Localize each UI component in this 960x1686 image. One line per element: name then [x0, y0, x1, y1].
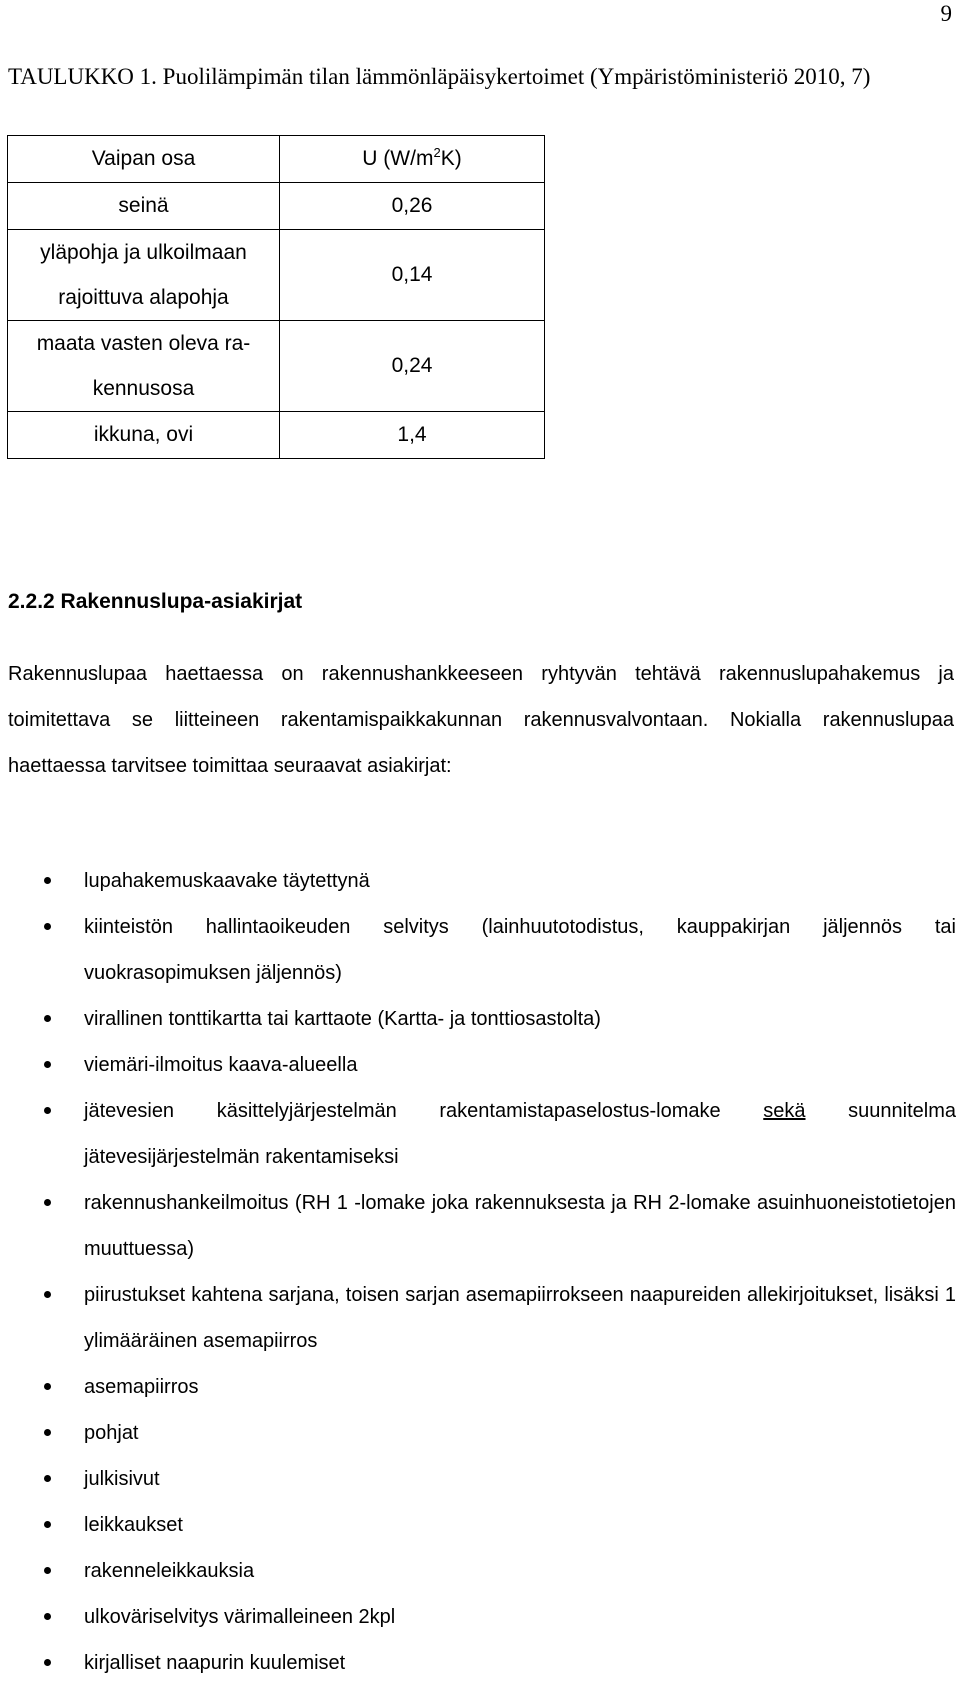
table-cell-value: 0,14: [280, 230, 545, 321]
bullet-icon: [44, 1015, 51, 1022]
table-row: [8, 230, 545, 321]
page-number: 9: [940, 1, 952, 26]
bullet-icon: [44, 923, 51, 930]
list-item: [0, 1088, 956, 1180]
table-cell-part: [8, 321, 280, 412]
list-item: [0, 1594, 956, 1640]
table-caption: TAULUKKO 1. Puolilämpimän tilan lämmönläpäisykertoimet (Ympäristöministeriö 2010, 7): [8, 64, 871, 89]
bullet-icon: [44, 1199, 51, 1206]
list-item-text: lupahakemuskaavake täytettynä: [84, 870, 370, 892]
list-item: [0, 1364, 956, 1410]
list-item: [0, 904, 956, 996]
table-cell-part: ikkuna, ovi: [8, 412, 280, 459]
table-cell-value: 0,24: [280, 321, 545, 412]
list-item-text: virallinen tonttikartta tai karttaote (Kartta- ja tonttiosastolta): [84, 1008, 601, 1030]
bullet-icon: [44, 1429, 51, 1436]
table-row: [8, 183, 545, 230]
bullet-icon: [44, 1061, 51, 1068]
table-cell-value: 0,26: [280, 183, 545, 230]
header-cell-part: Vaipan osa: [8, 136, 280, 183]
required-documents-list: [0, 858, 956, 1686]
list-item-text: rakenneleikkauksia: [84, 1560, 255, 1582]
underlined-word: sekä: [763, 1100, 806, 1122]
list-item: [0, 1180, 956, 1272]
header-value-sup: 2: [433, 145, 441, 160]
table-cell-part-line: yläpohja ja ulkoilmaan: [40, 241, 247, 264]
list-item: [0, 1502, 956, 1548]
list-item-text: piirustukset kahtena sarjana, toisen sarjan asemapiirrokseen naapureiden allekirjoitukset, lisäksi 1 ylimääräinen asemapiirros: [84, 1284, 956, 1352]
list-item: [0, 1456, 956, 1502]
bullet-icon: [44, 1613, 51, 1620]
body-paragraph: Rakennuslupaa haettaessa on rakennushankkeeseen ryhtyvän tehtävä rakennuslupahakemus ja toimitettava se liitteineen rakentamispaikkakunnan rakennusvalvontaan. Nokialla rakennuslupaa haettaessa tarvitsee toimittaa seuraavat asiakirjat:: [8, 663, 954, 777]
list-item-text: kiinteistön hallintaoikeuden selvitys (lainhuutotodistus, kauppakirjan jäljennös tai vuokrasopimuksen jäljennös): [84, 916, 956, 984]
header-cell-value: [280, 136, 545, 183]
bullet-icon: [44, 1659, 51, 1666]
list-item: [0, 996, 956, 1042]
list-item-text: jätevesien käsittelyjärjestelmän rakentamistapaselostus-lomake: [84, 1100, 764, 1122]
section-heading: 2.2.2 Rakennuslupa-asiakirjat: [8, 590, 303, 613]
list-item: [0, 1640, 956, 1686]
list-item-text: ulkoväriselvitys värimalleineen 2kpl: [84, 1606, 396, 1628]
list-item-text: leikkaukset: [84, 1514, 183, 1536]
header-value-suffix: K): [440, 147, 462, 170]
list-item-text: rakennushankeilmoitus (RH 1 -lomake joka rakennuksesta ja RH 2-lomake asuinhuoneistotietojen muuttuessa): [84, 1192, 956, 1260]
bullet-icon: [44, 877, 51, 884]
table-cell-part-line: rajoittuva alapohja: [58, 286, 229, 309]
bullet-icon: [44, 1521, 51, 1528]
list-item: [0, 858, 956, 904]
list-item-text: suunnitelma jätevesijärjestelmän rakentamiseksi: [84, 1100, 956, 1168]
bullet-icon: [44, 1567, 51, 1574]
u-value-table: [7, 135, 545, 459]
table-cell-part-line: kennusosa: [92, 377, 195, 400]
list-item-text: asemapiirros: [84, 1376, 199, 1398]
table-header-row: [8, 136, 545, 183]
table-cell-part: seinä: [8, 183, 280, 230]
list-item: [0, 1042, 956, 1088]
list-item: [0, 1272, 956, 1364]
list-item-text: kirjalliset naapurin kuulemiset: [84, 1652, 346, 1674]
table-cell-part-line: maata vasten oleva ra-: [36, 332, 251, 355]
bullet-icon: [44, 1107, 51, 1114]
table-cell-part: [8, 230, 280, 321]
list-item: [0, 1548, 956, 1594]
list-item: [0, 1410, 956, 1456]
table-row: [8, 412, 545, 459]
bullet-icon: [44, 1291, 51, 1298]
list-item-text: viemäri-ilmoitus kaava-alueella: [84, 1054, 358, 1076]
bullet-icon: [44, 1475, 51, 1482]
table-row: [8, 321, 545, 412]
header-value-prefix: U (W/m: [362, 147, 434, 170]
table-cell-value: 1,4: [280, 412, 545, 459]
list-item-text: pohjat: [84, 1422, 139, 1444]
bullet-icon: [44, 1383, 51, 1390]
list-item-text: julkisivut: [84, 1468, 160, 1490]
